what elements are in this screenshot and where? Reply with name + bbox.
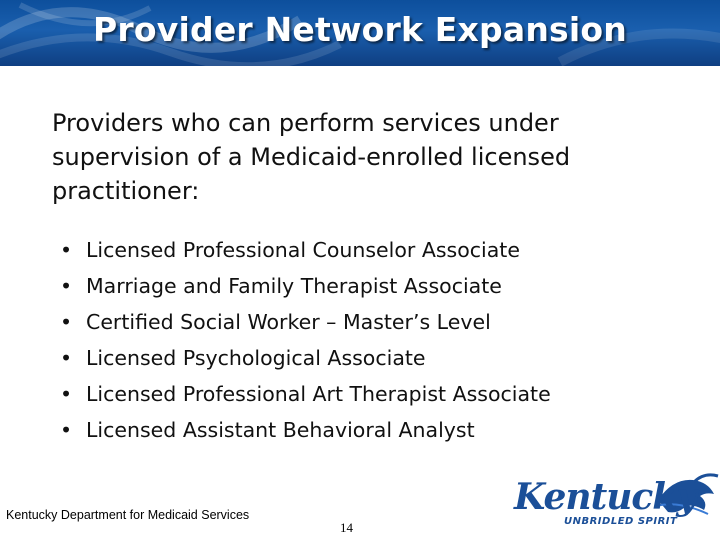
footer-organization: Kentucky Department for Medicaid Services xyxy=(6,508,250,522)
bullet-marker: • xyxy=(60,418,73,442)
list-item-text: Licensed Psychological Associate xyxy=(86,346,426,370)
intro-line: practitioner: xyxy=(52,177,200,205)
list-item-text: Licensed Professional Counselor Associate xyxy=(86,238,520,262)
kentucky-logo xyxy=(508,470,720,540)
list-item-text: Marriage and Family Therapist Associate xyxy=(86,274,502,298)
intro-line: supervision of a Medicaid-enrolled licensed xyxy=(52,143,571,171)
logo-tagline: UNBRIDLED SPIRIT xyxy=(564,516,678,527)
bullet-marker: • xyxy=(60,274,73,298)
list-item xyxy=(60,304,551,340)
list-item xyxy=(60,340,551,376)
title-banner xyxy=(0,0,720,66)
bullet-marker: • xyxy=(60,310,73,334)
list-item-text: Licensed Professional Art Therapist Associate xyxy=(86,382,551,406)
intro-line: Providers who can perform services under xyxy=(52,109,559,137)
intro-paragraph xyxy=(52,106,672,208)
list-item xyxy=(60,232,551,268)
list-item xyxy=(60,412,551,448)
page-number: 14 xyxy=(340,520,353,535)
bullet-marker: • xyxy=(60,238,73,262)
list-item-text: Licensed Assistant Behavioral Analyst xyxy=(86,418,475,442)
provider-list xyxy=(60,232,551,448)
bullet-marker: • xyxy=(60,346,73,370)
logo-wordmark: Kentucky xyxy=(514,476,697,518)
slide-title: Provider Network Expansion xyxy=(93,10,627,49)
list-item xyxy=(60,268,551,304)
list-item xyxy=(60,376,551,412)
list-item-text: Certified Social Worker – Master’s Level xyxy=(86,310,491,334)
bullet-marker: • xyxy=(60,382,73,406)
